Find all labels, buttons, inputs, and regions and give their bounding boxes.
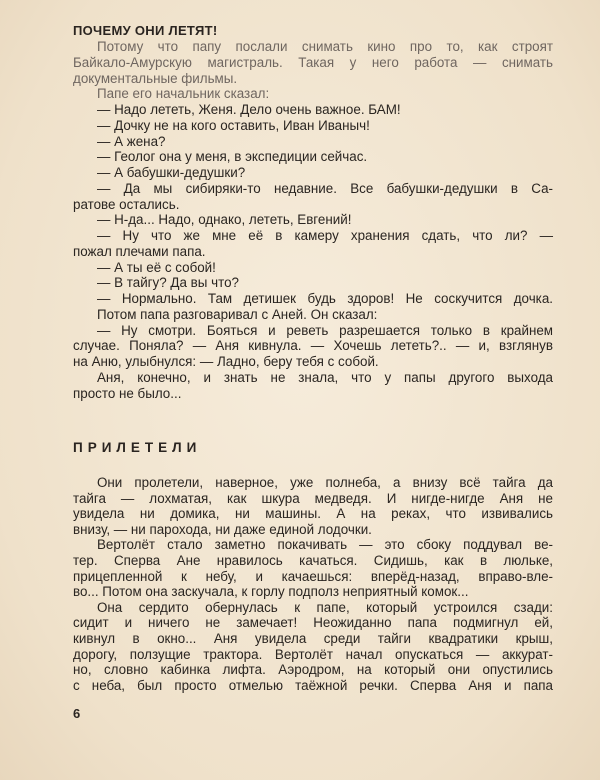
text-line: Она сердито обернулась к папе, который устроился сзади: — [97, 599, 553, 615]
chapter-heading: ПОЧЕМУ ОНИ ЛЕТЯТ! — [73, 23, 218, 38]
text-line: Они пролетели, наверное, уже полнеба, а внизу всё тайга да — [97, 475, 553, 490]
text-line: пожал плечами папа. — [73, 243, 206, 259]
text-line: — Дочку не на кого оставить, Иван Иваныч! — [97, 117, 370, 133]
text-line: тайга — лохматая, как шкура медведя. И нигде-нигде Аня не — [73, 490, 553, 506]
text-line: кивнул в окно... Аня увидела среди тайги квадратики крыш, — [73, 630, 553, 646]
text-line: Потом папа разговаривал с Аней. Он сказал: — [97, 306, 378, 322]
chapter-heading: ПРИЛЕТЕЛИ — [73, 440, 202, 455]
text-line: документальные фильмы. — [73, 70, 238, 86]
text-line: на Аню, улыбнулся: — Ладно, беру тебя с собой. — [73, 354, 379, 369]
text-line: — Н-да... Надо, однако, лететь, Евгений! — [97, 212, 352, 228]
text-line: — Геолог она у меня, в экспедиции сейчас. — [97, 149, 368, 165]
text-line: прицепленной к небу, и качаешься: вперёд-назад, вправо-вле- — [73, 568, 553, 584]
text-line: — А бабушки-дедушки? — [97, 165, 246, 180]
text-line: — Ну что же мне её в камеру хранения сдать, что ли? — — [97, 228, 553, 243]
text-line: внизу, — ни парохода, ни даже единой лодочки. — [73, 521, 372, 537]
page-number: 6 — [73, 706, 81, 721]
text-line: Аня, конечно, и знать не знала, что у папы другого выхода — [97, 369, 553, 385]
chapter-body — [73, 475, 553, 693]
chapter-body — [73, 39, 553, 401]
text-line: — А жена? — [97, 133, 166, 149]
text-line: тер. Сперва Ане нравилось качаться. Сидишь, как в люльке, — [73, 552, 553, 568]
text-line: Папе его начальник сказал: — [97, 86, 270, 102]
text-line: — Надо лететь, Женя. Дело очень важное. БАМ! — [97, 102, 401, 117]
text-line: — Ну смотри. Бояться и реветь разрешается только в крайнем — [97, 322, 553, 338]
text-line: Вертолёт стало заметно покачивать — это сбоку поддувал ве- — [97, 537, 553, 553]
text-line: с неба, был просто отмелью таёжной речки. Сперва Аня и папа — [73, 677, 553, 693]
text-line: — А ты её с собой! — [97, 259, 216, 275]
text-line: Потому что папу послали снимать кино про то, как строят — [97, 39, 553, 54]
text-line: во... Потом она заскучала, к горлу подполз неприятный комок... — [73, 584, 469, 600]
text-line: случае. Поняла? — Аня кивнула. — Хочешь лететь?.. — и, взглянув — [73, 338, 553, 354]
text-line: — Да мы сибиряки-то недавние. Все бабушки-дедушки в Са- — [97, 180, 553, 196]
text-line: но, словно кабинка лифта. Аэродром, на который они опустились — [73, 662, 553, 678]
text-line: дорогу, ползущие трактора. Вертолёт начал опускаться — аккурат- — [73, 646, 553, 662]
text-line: сидит и ничего не замечает! Неожиданно папа подмигнул ей, — [73, 615, 553, 631]
text-line: увидела ни домика, ни машины. А на реках, что извивались — [73, 506, 553, 522]
text-line: — Нормально. Там детишек будь здоров! Не соскучится дочка. — [97, 291, 553, 306]
text-line: Байкало-Амурскую магистраль. Такая у него работа — снимать — [73, 54, 553, 70]
text-line: ратове остались. — [73, 196, 180, 212]
text-line: просто не было... — [73, 385, 182, 401]
text-line: — В тайгу? Да вы что? — [97, 275, 239, 291]
